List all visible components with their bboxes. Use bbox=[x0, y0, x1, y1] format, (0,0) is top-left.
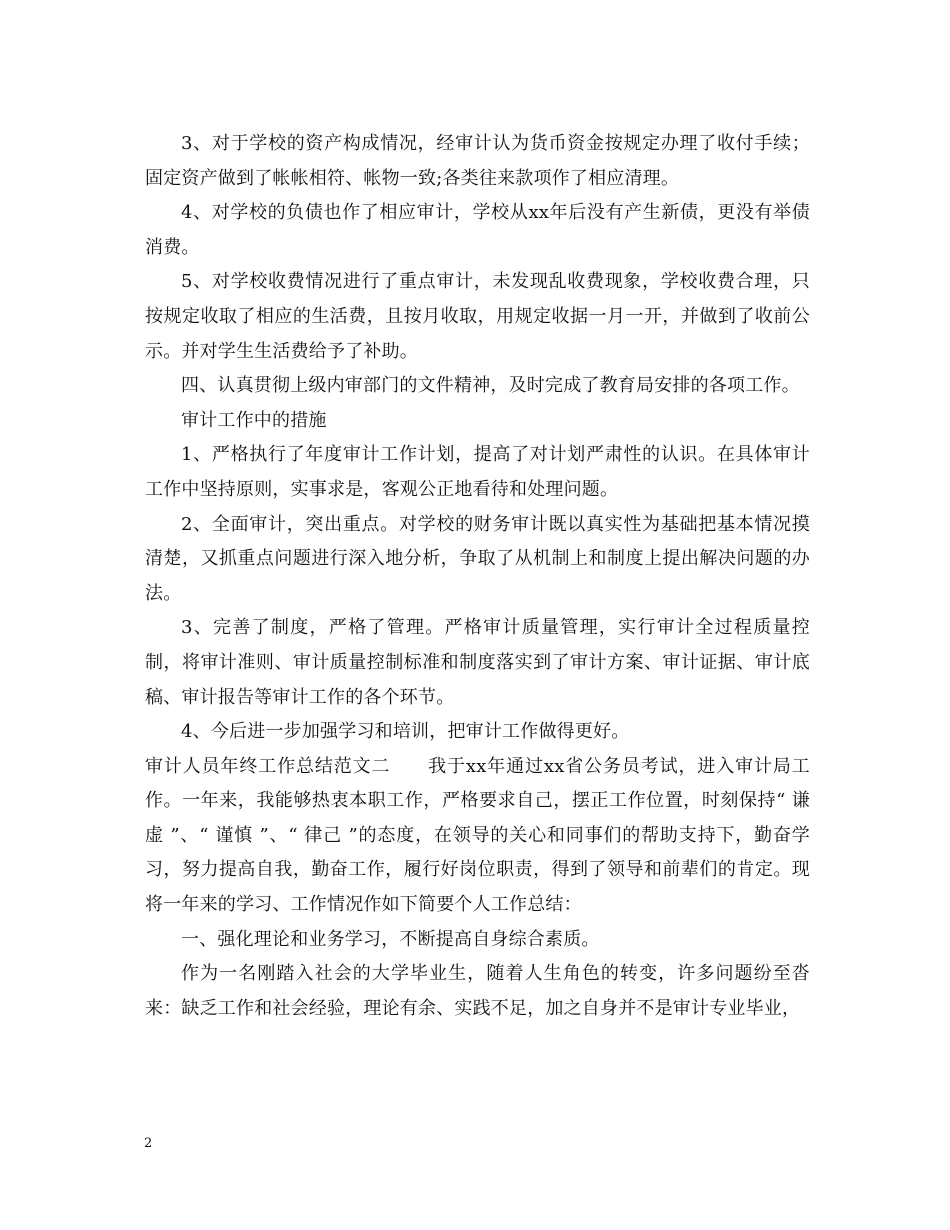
paragraph-measure-four: 4、今后进一步加强学习和培训，把审计工作做得更好。 bbox=[181, 721, 630, 743]
document-body bbox=[145, 127, 810, 1026]
paragraph-measure-two: 2、全面审计，突出重点。对学校的财务审计既以真实性为基础把基本情况摸清楚，又抓重点问题进行深入地分析，争取了从机制上和制度上提出解决问题的办法。 bbox=[145, 513, 810, 604]
paragraph-section-one-heading: 一、强化理论和业务学习，不断提高自身综合素质。 bbox=[181, 928, 600, 950]
paragraph-measures-heading: 审计工作中的措施 bbox=[181, 409, 327, 431]
paragraph-sample-two-intro: 审计人员年终工作总结范文二 我于xx年通过xx省公务员考试，进入审计局工作。一年来，我能够热衷本职工作，严格要求自己，摆正工作位置，时刻保持“ 谦虚 ”、“ 谨慎 ”、“ 律己 ”的态度，在领导的关心和同事们的帮助支持下，勤奋学习，努力提高自我，勤奋工作，履行好岗位职责，得到了领导和前辈们的肯定。现将一年来的学习、工作情况作如下简要个人工作总结： bbox=[145, 755, 810, 916]
paragraph-liabilities-audit: 4、对学校的负债也作了相应审计，学校从xx年后没有产生新债，更没有举债消费。 bbox=[145, 202, 810, 258]
paragraph-measure-one: 1、严格执行了年度审计工作计划，提高了对计划严肃性的认识。在具体审计工作中坚持原则，实事求是，客观公正地看待和处理问题。 bbox=[145, 444, 810, 500]
paragraph-section-four: 四、认真贯彻上级内审部门的文件精神，及时完成了教育局安排的各项工作。 bbox=[181, 375, 800, 397]
paragraph-fees-audit: 5、对学校收费情况进行了重点审计，未发现乱收费现象，学校收费合理，只按规定收取了相应的生活费，且按月收取，用规定收据一月一开，并做到了收前公示。并对学生生活费给予了补助。 bbox=[145, 271, 810, 362]
page-number: 2 bbox=[144, 1136, 153, 1151]
paragraph-measure-three: 3、完善了制度，严格了管理。严格审计质量管理，实行审计全过程质量控制，将审计准则、审计质量控制标准和制度落实到了审计方案、审计证据、审计底稿、审计报告等审计工作的各个环节。 bbox=[145, 617, 810, 708]
paragraph-graduate-transition: 作为一名刚踏入社会的大学毕业生，随着人生角色的转变，许多问题纷至沓来：缺乏工作和社会经验，理论有余、实践不足，加之自身并不是审计专业毕业， bbox=[145, 963, 810, 1019]
paragraph-assets-audit: 3、对于学校的资产构成情况，经审计认为货币资金按规定办理了收付手续；固定资产做到了帐帐相符、帐物一致;各类往来款项作了相应清理。 bbox=[145, 133, 810, 189]
